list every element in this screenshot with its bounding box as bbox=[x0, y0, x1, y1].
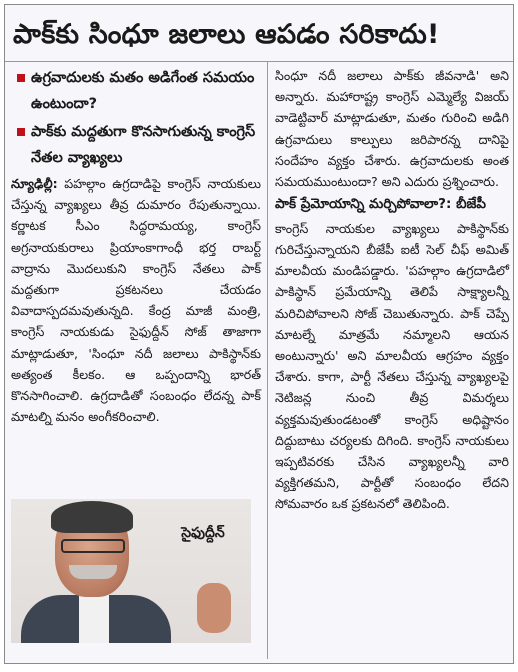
article-text: పహల్గాం ఉగ్రదాడిపై కాంగ్రెస్ నాయకులు చేస్తున్న వ్యాఖ్యలు తీవ్ర దుమారం రేపుతున్నాయి. కర్ణాటక సీఎం సిద్ధరామయ్య, కాంగ్రెస్ అగ్రనాయకురాలు ప్రియాంకాగాంధీ భర్త రాబర్ట్ వాద్రాను మొదలుకుని కాంగ్రెస్ నేతలు పాక్ మద్దతుగా ప్రకటనలు చేయడం వివాదాస్పదమవుతున్నది. కేంద్ర మాజీ మంత్రి, కాంగ్రెస్ నాయకుడు సైఫుద్దీన్ సోజ్ తాజాగా మాట్లాడుతూ, 'సింధూ నదీ జలాలు పాకిస్థాన్‌కు అత్యంత కీలకం. ఆ ఒప్పందాన్ని భారత్ కొనసాగించాలి. ఉగ్రదాడితో సంబంధం లేదన్న పాక్ మాటల్ని మనం అంగీకరించాలి. bbox=[11, 176, 261, 425]
photo-figure-hand bbox=[197, 583, 231, 633]
photo-figure-glasses bbox=[61, 539, 125, 553]
left-column bbox=[11, 65, 261, 427]
photo-caption: సైఫుద్దీన్ bbox=[181, 525, 225, 541]
subheading: పాక్ ప్రేమోయాన్ని మర్చిపోవాలా?: బీజేపీ bbox=[275, 196, 486, 213]
headline: పాక్‌కు సింధూ జలాలు ఆపడం సరికాదు! bbox=[13, 19, 440, 50]
column-divider bbox=[267, 62, 268, 659]
article-paragraph: కాంగ్రెస్ నాయకుల వ్యాఖ్యలు పాకిస్థాన్‌కు గురిచేస్తున్నాయని బీజేపీ ఐటీ సెల్ చీఫ్ అమిత్ మాలవీయ మండిపడ్డారు. 'పహల్గాం ఉగ్రదాడిలో పాకిస్థాన్ ప్రమేయాన్ని తెలిపే సాక్ష్యాలన్నీ మరిచిపోవాలని సోజ్ చెబుతున్నారు. పాక్ చెప్పే మాటల్నే మాత్రమే నమ్మాలని ఆయన అంటున్నారు' అని మాలవీయ ఆగ్రహం వ్యక్తం చేశారు. కాగా, పార్టీ నేతలు చేస్తున్న వ్యాఖ్యలపై నెటిజన్ల నుంచి తీవ్ర విమర్శలు వ్యక్తమవుతుండటంతో కాంగ్రెస్ అధిష్టానం దిద్దుబాటు చర్యలకు దిగింది. కాంగ్రెస్ నాయకులు ఇప్పటివరకు చేసిన వ్యాఖ్యలన్నీ వారి వ్యక్తిగతమని, పార్టీతో సంబంధం లేదని సోమవారం ఒక ప్రకటనలో తెలిపింది. bbox=[275, 220, 509, 512]
highlight-item: ఉగ్రవాదులకు మతం అడిగేంత సమయం ఉంటుందా? bbox=[11, 65, 261, 117]
article-paragraph: సింధూ నదీ జలాలు పాక్‌కు జీవనాడి' అని అన్నారు. మహారాష్ట్ర కాంగ్రెస్ ఎమ్మెల్యే విజయ్ వాడెట్టివార్ మాట్లాడుతూ, మతం గురించి అడిగి ఉగ్రవాదులు కాల్పులు జరిపారన్న దానిపై సందేహం వ్యక్తం చేశారు. ఉగ్రవాదులకు అంత సమయముంటుందా? అని ఎదురు ప్రశ్నించారు. bbox=[275, 68, 509, 190]
headline-divider bbox=[5, 61, 513, 62]
highlight-item: పాక్‌కు మద్దతుగా కొనసాగుతున్న కాంగ్రెస్ నేతల వ్యాఖ్యలు bbox=[11, 119, 261, 171]
right-column bbox=[275, 65, 509, 515]
article-body-left bbox=[11, 173, 261, 427]
photo-figure-beard bbox=[69, 565, 117, 579]
dateline: న్యూఢిల్లీ: bbox=[11, 176, 58, 191]
newspaper-clipping bbox=[4, 4, 514, 664]
photo-figure-hair bbox=[51, 501, 133, 533]
person-photo bbox=[11, 499, 251, 643]
photo-figure-shirt bbox=[79, 595, 109, 643]
